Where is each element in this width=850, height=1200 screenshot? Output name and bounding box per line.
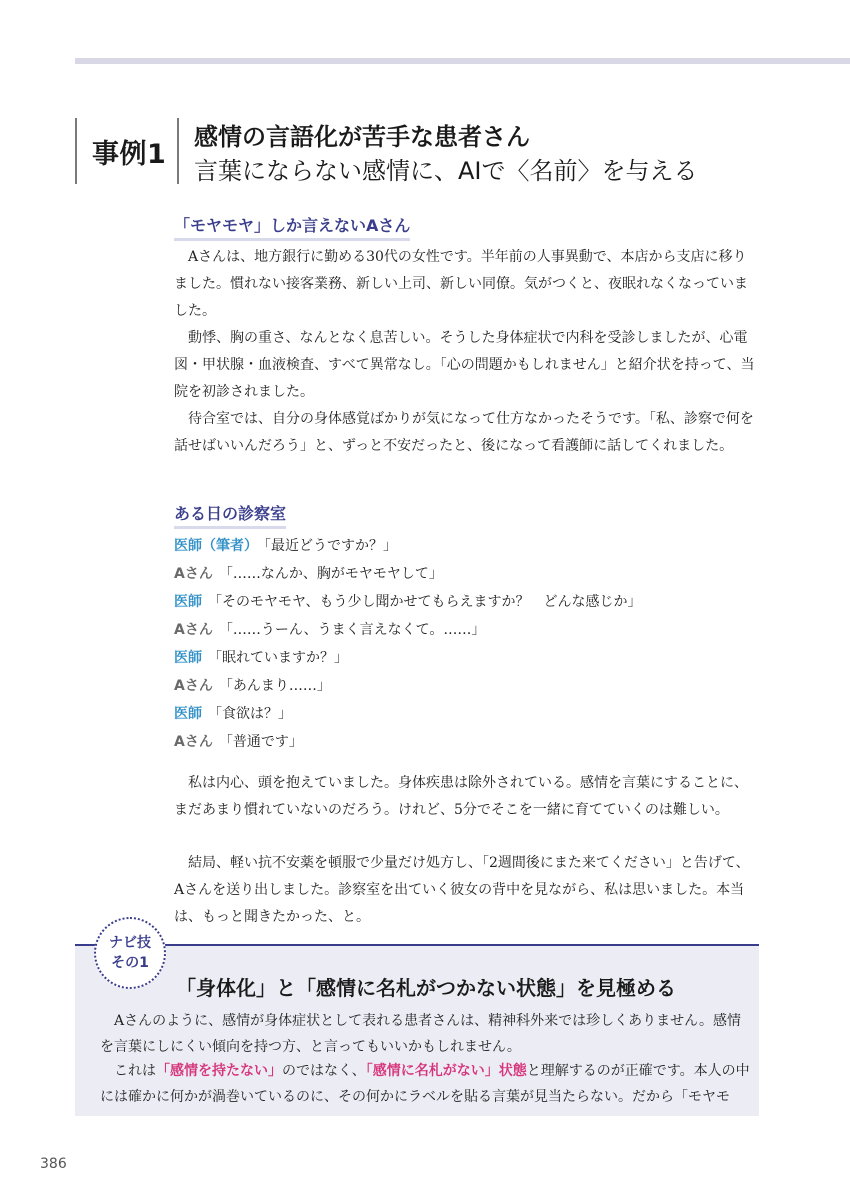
dialogue-line bbox=[174, 644, 774, 672]
dialogue-line bbox=[174, 728, 774, 756]
speaker-doctor: 医師 bbox=[174, 650, 202, 666]
tip-badge-line1: ナビ技 bbox=[109, 935, 151, 951]
speaker-patient: Aさん bbox=[174, 678, 213, 694]
highlight-text: 「感情に名札がない」状態 bbox=[365, 1063, 527, 1079]
speaker-doctor: 医師（筆者） bbox=[174, 538, 258, 554]
utterance: 「食欲は？」 bbox=[208, 706, 292, 722]
utterance: 「……なんか、胸がモヤモヤして」 bbox=[218, 566, 443, 582]
tip-paragraph bbox=[100, 1058, 750, 1110]
speaker-patient: Aさん bbox=[174, 566, 213, 582]
text-run: と理解するのが正確です。本人の中には確かに何かが渦巻いているのに、その何かにラベルを貼る言葉が見当たらない。だから「モヤモ bbox=[100, 1063, 750, 1105]
dialogue-line bbox=[174, 588, 774, 616]
utterance: 「眠れていますか？」 bbox=[208, 650, 348, 666]
text-run: これは bbox=[114, 1063, 156, 1079]
dialogue-line bbox=[174, 532, 774, 560]
utterance: 「そのモヤモヤ、もう少し聞かせてもらえますか？ どんな感じか」 bbox=[208, 594, 642, 610]
utterance: 「普通です」 bbox=[218, 734, 303, 750]
case-divider bbox=[177, 118, 179, 184]
case-subtitle: 言葉にならない感情に、AIで〈名前〉を与える bbox=[194, 157, 698, 185]
section1-heading: 「モヤモヤ」しか言えないAさん bbox=[174, 213, 410, 241]
utterance: 「最近どうですか？」 bbox=[264, 538, 397, 554]
section1-paragraph: 動悸、胸の重さ、なんとなく息苦しい。そうした身体症状で内科を受診しましたが、心電図・甲状腺・血液検査、すべて異常なし。「心の問題かもしれません」と紹介状を持って、当院を初診されました。 bbox=[174, 330, 755, 400]
dialogue-line bbox=[174, 672, 774, 700]
section2-paragraph: 結局、軽い抗不安薬を頓服で少量だけ処方し、「2週間後にまた来てください」と告げて、Aさんを送り出しました。診察室を出ていく彼女の背中を見ながら、私は思いました。本当は、もっと聞きたかった、と。 bbox=[174, 855, 750, 925]
tip-badge bbox=[94, 917, 166, 989]
speaker-patient: Aさん bbox=[174, 734, 213, 750]
tip-badge-line2: その1 bbox=[111, 955, 149, 971]
utterance: 「あんまり……」 bbox=[218, 678, 331, 694]
speaker-doctor: 医師 bbox=[174, 706, 202, 722]
speaker-doctor: 医師 bbox=[174, 594, 202, 610]
case-left-bar bbox=[75, 118, 77, 184]
speaker-patient: Aさん bbox=[174, 622, 213, 638]
tip-paragraph: Aさんのように、感情が身体症状として表れる患者さんは、精神科外来では珍しくありません。感情を言葉にしにくい傾向を持つ方、と言ってもいいかもしれません。 bbox=[100, 1013, 741, 1055]
dialogue bbox=[174, 532, 774, 756]
dialogue-line bbox=[174, 616, 774, 644]
utterance: 「……うーん、うまく言えなくて。……」 bbox=[218, 622, 486, 638]
section1-paragraph: Aさんは、地方銀行に勤める30代の女性です。半年前の人事異動で、本店から支店に移りました。慣れない接客業務、新しい上司、新しい同僚。気がつくと、夜眠れなくなっていました。 bbox=[174, 249, 748, 319]
text-run: のではなく、 bbox=[282, 1063, 366, 1079]
section1-paragraph: 待合室では、自分の身体感覚ばかりが気になって仕方なかったそうです。「私、診察で何を話せばいいんだろう」と、ずっと不安だったと、後になって看護師に話してくれました。 bbox=[174, 411, 754, 454]
dialogue-line bbox=[174, 560, 774, 588]
case-label: 事例1 bbox=[92, 139, 167, 170]
tip-title: 「身体化」と「感情に名札がつかない状態」を見極める bbox=[176, 976, 676, 1000]
page-number: 386 bbox=[40, 1156, 67, 1172]
highlight-text: 「感情を持たない」 bbox=[156, 1063, 282, 1079]
case-title: 感情の言語化が苦手な患者さん bbox=[194, 123, 530, 151]
top-rule bbox=[75, 58, 850, 64]
section2-paragraph: 私は内心、頭を抱えていました。身体疾患は除外されている。感情を言葉にすることに、まだあまり慣れていないのだろう。けれど、5分でそこを一緒に育てていくのは難しい。 bbox=[174, 775, 748, 818]
dialogue-line bbox=[174, 700, 774, 728]
section2-heading: ある日の診察室 bbox=[174, 501, 286, 529]
